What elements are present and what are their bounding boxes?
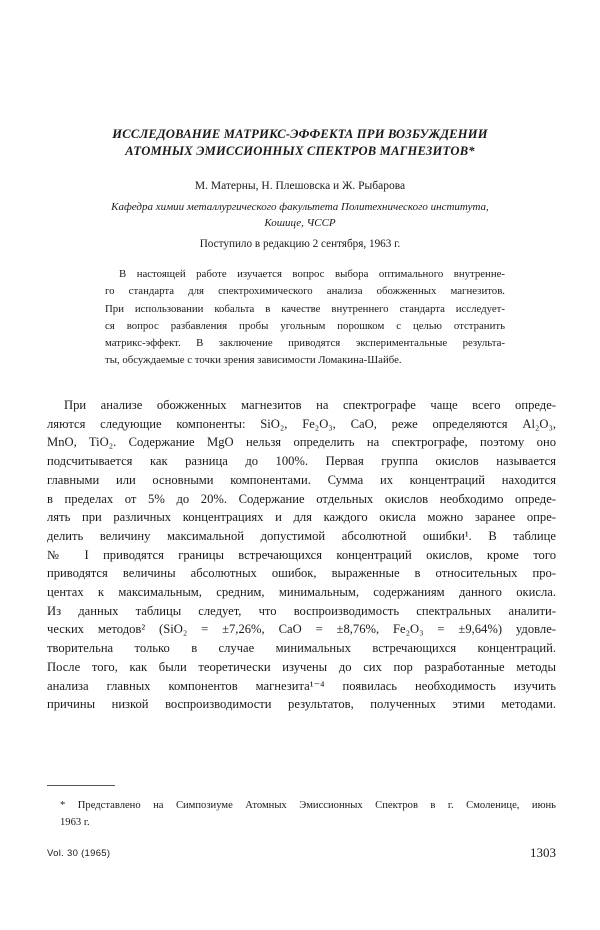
body-line: ляются следующие компоненты: SiO₂, Fe₂O₃, CaO, реже определяются Al₂O₃, xyxy=(47,416,556,431)
received-date: Поступило в редакцию 2 сентября, 1963 г. xyxy=(199,238,401,250)
affiliation xyxy=(40,199,560,231)
body-line: ческих методов² (SiO₂ = ±7,26%, CaO = ±8,76%, Fe₂O₃ = ±9,64%) удовле- xyxy=(47,622,556,637)
body-line: творительна только в случае минимальных встречающихся концентраций. xyxy=(47,641,556,656)
article-title xyxy=(60,126,540,160)
footnote-line-2: 1963 г. xyxy=(60,816,90,828)
body-line: подсчитывается как разница до 100%. Первая группа окислов называется xyxy=(47,454,556,469)
body-line: При анализе обожженных магнезитов на спектрографе чаще всего опреде- xyxy=(64,398,556,412)
body-line: анализа главных компонентов магнезита¹⁻⁴ появилась необходимость изучить xyxy=(47,678,556,693)
body-line: приводятся величины абсолютных ошибок, выраженные в относительных про- xyxy=(47,566,556,581)
abstract xyxy=(105,266,505,370)
abstract-line: В настоящей работе изучается вопрос выбора оптимального внутренне- xyxy=(119,268,505,280)
page-number: 1303 xyxy=(530,845,556,860)
body-line: лять при различных концентрациях и для каждого окисла можно заранее опре- xyxy=(47,510,556,525)
body-line: № I приводятся границы встречающихся концентраций окислов, кроме того xyxy=(47,547,556,562)
body-line: причины низкой воспроизводимости результатов, полученных этими методами. xyxy=(47,697,556,712)
title-line-2: АТОМНЫХ ЭМИССИОННЫХ СПЕКТРОВ МАГНЕЗИТОВ* xyxy=(125,144,475,158)
body-line: MnO, TiO₂. Содержание MgO нельзя определить на спектрографе, поэтому оно xyxy=(47,435,556,450)
body-line: главными или основными компонентами. Сумма их концентраций находится xyxy=(47,472,556,487)
author-list: М. Матерны, Н. Плешовска и Ж. Рыбарова xyxy=(194,180,406,192)
abstract-line: ты, обсуждаемые с точки зрения зависимости Ломакина-Шайбе. xyxy=(105,354,402,367)
body-line: делить величину максимальной допустимой абсолютной ошибки¹. В таблице xyxy=(47,528,556,543)
abstract-line: матрикс-эффект. В заключение приводятся экспериментальные результа- xyxy=(105,337,505,350)
footnote-line-1: * Представлено на Симпозиуме Атомных Эмиссионных Спектров в г. Смоленице, июнь xyxy=(60,800,556,811)
journal-volume: Vol. 30 (1965) xyxy=(47,848,111,859)
body-line: После того, как были теоретически изучены до сих пор разработанные методы xyxy=(47,659,556,674)
abstract-line: го стандарта для спектрохимического анализа обожженных магнезитов. xyxy=(105,285,505,298)
affiliation-line-2: Кошице, ЧССР xyxy=(264,217,336,229)
abstract-line: ся вопрос разбавления пробы угольным порошком с целью отстранить xyxy=(105,319,505,332)
body-line: в пределах от 5% до 20%. Содержание отдельных окислов необходимо опреде- xyxy=(47,491,556,506)
affiliation-line-1: Кафедра химии металлургического факультета Политехнического института, xyxy=(111,201,489,213)
body-line: центах к максимальным, средним, минимальным, содержаниям данного окисла. xyxy=(47,585,556,600)
footnote xyxy=(47,798,556,831)
title-line-1: ИССЛЕДОВАНИЕ МАТРИКС-ЭФФЕКТА ПРИ ВОЗБУЖДЕНИИ xyxy=(112,127,488,141)
body-line: Из данных таблицы следует, что воспроизводимость спектральных аналити- xyxy=(47,603,556,618)
body-text xyxy=(47,396,556,714)
abstract-line: При использовании кобальта в качестве внутреннего стандарта исследует- xyxy=(105,302,505,315)
footnote-divider xyxy=(47,785,115,786)
